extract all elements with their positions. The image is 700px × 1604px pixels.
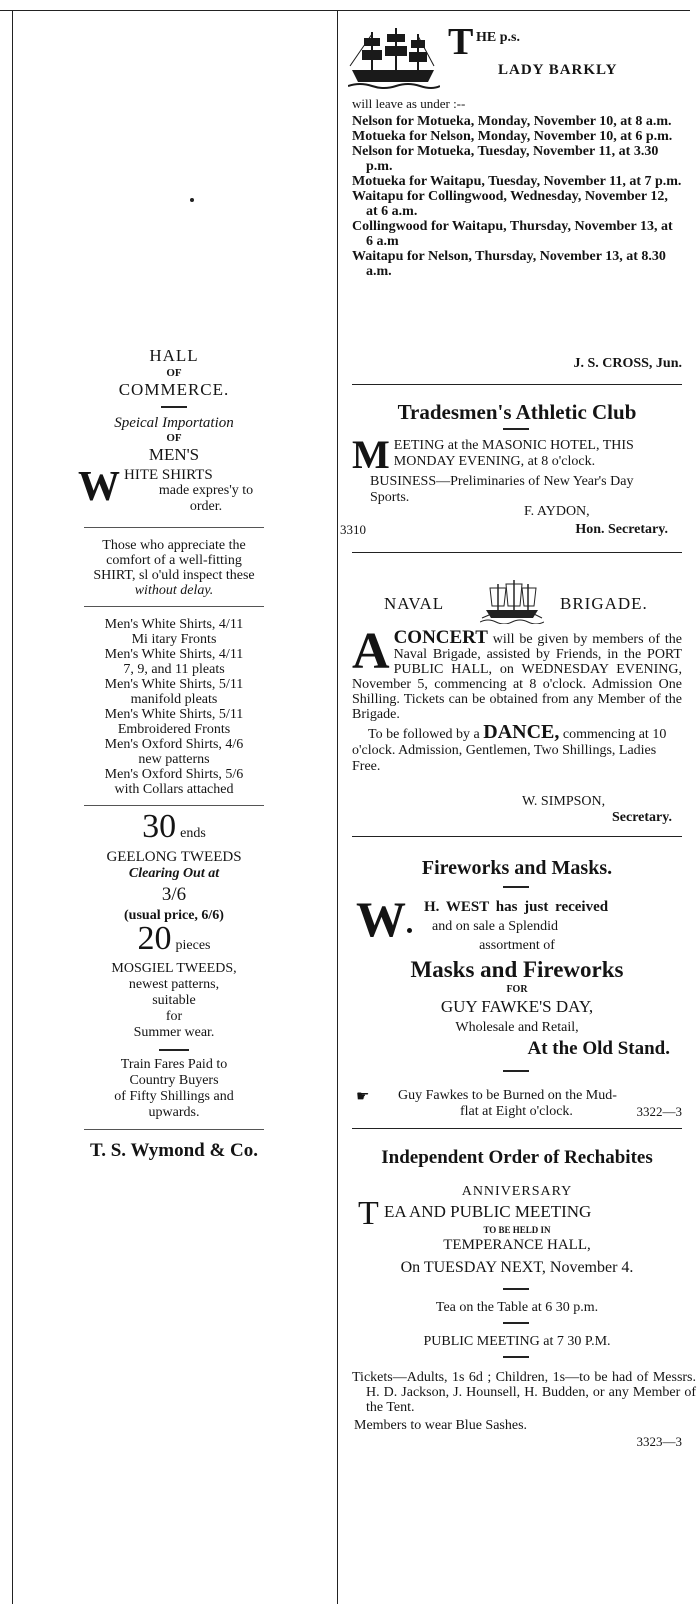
ad-heading-hall: HALL [149,346,199,365]
separator [503,1070,529,1072]
pointing-hand-icon: ☛ [356,1087,370,1105]
fireworks-wholesale: Wholesale and Retail, [455,1020,579,1035]
separator [503,428,529,430]
rule [84,527,264,528]
athletic-line-2: MONDAY EVENING, at 8 o'clock. [393,454,596,469]
separator [503,1356,529,1358]
price-item: Mi itary Fronts [131,632,217,647]
intro-line-4: without delay. [134,583,214,598]
speck [190,198,194,202]
rule [84,805,264,806]
rule [84,1129,264,1130]
naval-body [352,623,682,722]
ad-number: 3310 [340,522,366,537]
white-shirts-line: HITE SHIRTS [124,467,213,483]
dance-post: commencing at 10 o'clock. Admission, Gentlemen, Two Shillings, Ladies Free. [352,727,667,774]
fireworks-guy: GUY FAWKE'S DAY, [440,997,594,1016]
fireworks-title: Fireworks and Masks. [421,857,613,879]
section-rule [352,836,682,837]
pieces-line [60,920,288,961]
sailing: Waitapu for Collingwood, Wednesday, November 12, at 6 a.m. [352,189,668,219]
column-divider [337,10,338,1604]
intro-line-1: Those who appreciate the [102,538,246,553]
for-label: for [165,1009,183,1024]
section-rule [352,552,682,553]
fireworks-line-2: and on sale a Splendid [432,919,558,934]
rechabites-tickets: Tickets—Adults, 1s 6d ; Children, 1s—to be had of Messrs. H. D. Jackson, J. Hounsell, H. Budden, or any Member of the Tent. [352,1370,696,1415]
naval-dance [352,721,682,775]
separator [503,1322,529,1324]
pieces-label: pieces [175,938,211,953]
price-item: Men's White Shirts, 4/11 [104,647,244,662]
rechabites-title: Independent Order of Rechabites [381,1147,653,1168]
dance-pre: To be followed by a [368,727,480,742]
price-item: 7, 9, and 11 pleats [123,662,225,677]
price-item: Men's White Shirts, 5/11 [104,707,244,722]
athletic-title: Tradesmen's Athletic Club [397,400,637,424]
ends-line [60,808,288,849]
sailing: Collingwood for Waitapu, Thursday, November 13, at 6 a.m [352,219,673,249]
naval-body-text: will be given by members of the Naval Brigade, assisted by Friends, in the PORT PUBLIC HALL, on WEDNESDAY EVENING, November 5, commencing at 8 o'clock. Admission One Shilling. Tickets can be obtained from any Member of the Brigade. [352,632,682,722]
naval-right-heading: BRIGADE. [560,594,648,613]
ad-number: 3323—3 [636,1434,682,1449]
separator [503,886,529,888]
barkly-intro: will leave as under :-- [352,96,466,111]
summer-wear: Summer wear. [133,1025,215,1040]
athletic-business: BUSINESS—Preliminaries of New Year's Day Sports. [370,474,634,505]
clearing-out: Clearing Out at [128,866,220,881]
drop-cap: A [352,623,390,680]
top-rule [0,10,690,11]
athletic-body [352,432,682,506]
price-item: Men's White Shirts, 5/11 [104,677,244,692]
naval-signer: W. SIMPSON, [522,794,606,809]
ad-heading-commerce: COMMERCE. [118,380,230,399]
athletic-office: Hon. Secretary. [575,522,668,537]
fireworks-big: Masks and Fireworks [410,957,624,982]
rechabites-date: On TUESDAY NEXT, November 4. [400,1259,634,1276]
fares-line-2: Country Buyers [129,1073,219,1088]
ad-number: 3322—3 [636,1104,682,1119]
sailing: Waitapu for Nelson, Thursday, November 13, at 8.30 a.m. [352,249,666,279]
newest-patterns: newest patterns, [128,977,220,992]
price-item: with Collars attached [114,782,234,797]
separator [503,1288,529,1290]
price-item: Men's Oxford Shirts, 5/6 [104,767,244,782]
ship-woodcut [348,26,440,92]
fireworks-note-1: Guy Fawkes to be Burned on the Mud- [398,1088,617,1103]
white-shirts-line-3: order. [189,499,223,514]
fireworks-note-2: flat at Eight o'clock. [460,1104,573,1119]
intro-line-2: comfort of a well-fitting [106,553,242,568]
mens-heading: MEN'S [148,445,200,464]
price-item: Men's Oxford Shirts, 4/6 [104,737,244,752]
barkly-drop-cap: T [448,21,474,63]
barkly-ship-name: LADY BARKLY [498,62,618,78]
separator [161,406,187,408]
naval-office: Secretary. [612,810,672,825]
ends-label: ends [180,826,206,841]
mosgiel-tweeds: MOSGIEL TWEEDS, [111,961,237,976]
rechabites-anniversary: ANNIVERSARY [461,1184,573,1199]
of-label: OF [166,432,182,444]
sailing: Motueka for Waitapu, Tuesday, November 11, at 7 p.m. [352,174,682,189]
fireworks-dot [407,928,412,933]
fireworks-line-1: H. WEST has just received [424,899,609,915]
rechabites-held: TO BE HELD IN [483,1225,551,1235]
price: 3/6 [161,884,187,905]
ad-heading-of: OF [166,367,182,379]
fares-line-3: of Fifty Shillings and [114,1089,234,1104]
fares-line-4: upwards. [148,1105,200,1120]
athletic-line-1: EETING at the MASONIC HOTEL, THIS [393,438,634,453]
sailing: Nelson for Motueka, Monday, November 10, at 8 a.m. [352,114,672,129]
big-20: 20 [137,920,172,957]
drop-cap: W [78,464,120,510]
fireworks-line-3: assortment of [479,938,555,953]
ad-signature: T. S. Wymond & Co. [89,1140,259,1161]
price-item: Men's White Shirts, 4/11 [104,617,244,632]
usual-price: (usual price, 6/6) [124,908,224,923]
intro-line-3: SHIRT, sl o'uld inspect these [93,568,255,583]
geelong-tweeds: GEELONG TWEEDS [106,849,242,865]
concert-heading: CONCERT [393,627,488,648]
big-30: 30 [142,808,177,845]
barkly-schedule [352,114,682,279]
sailing: Motueka for Nelson, Monday, November 10, at 6 p.m. [352,129,673,144]
rechabites-meeting: PUBLIC MEETING at 7 30 P.M. [423,1334,611,1349]
rechabites-tea-time: Tea on the Table at 6 30 p.m. [435,1300,599,1315]
drop-cap: T [358,1195,379,1232]
white-shirts-line-2: made expres'y to [158,483,254,498]
barkly-signature: J. S. CROSS, Jun. [573,356,682,371]
dance-heading: DANCE, [483,721,560,743]
price-item: new patterns [138,752,210,767]
left-margin-rule [12,10,13,1604]
fares-line-1: Train Fares Paid to [120,1057,228,1072]
rechabites-sashes: Members to wear Blue Sashes. [354,1418,528,1433]
hall-of-commerce-ad [60,346,288,1162]
section-rule [352,1128,682,1129]
barkly-he: HE p.s. [476,30,520,45]
drop-cap: W [356,891,406,947]
suitable: suitable [152,993,196,1008]
fireworks-for: FOR [506,984,528,995]
separator [159,1049,189,1051]
rechabites-tea: EA AND PUBLIC MEETING [384,1202,592,1221]
rechabites-hall: TEMPERANCE HALL, [443,1237,591,1253]
price-item: manifold pleats [130,692,218,707]
athletic-signer: F. AYDON, [524,504,590,519]
price-list [60,617,288,797]
price-item: Embroidered Fronts [117,722,231,737]
special-importation: Speical Importation [114,415,234,431]
naval-ship-woodcut [480,578,544,624]
sailing: Nelson for Motueka, Tuesday, November 11, at 3.30 p.m. [352,144,659,174]
naval-left-heading: NAVAL [384,594,445,613]
fireworks-stand: At the Old Stand. [527,1038,670,1059]
section-rule [352,384,682,385]
rule [84,606,264,607]
drop-cap: M [352,432,390,477]
